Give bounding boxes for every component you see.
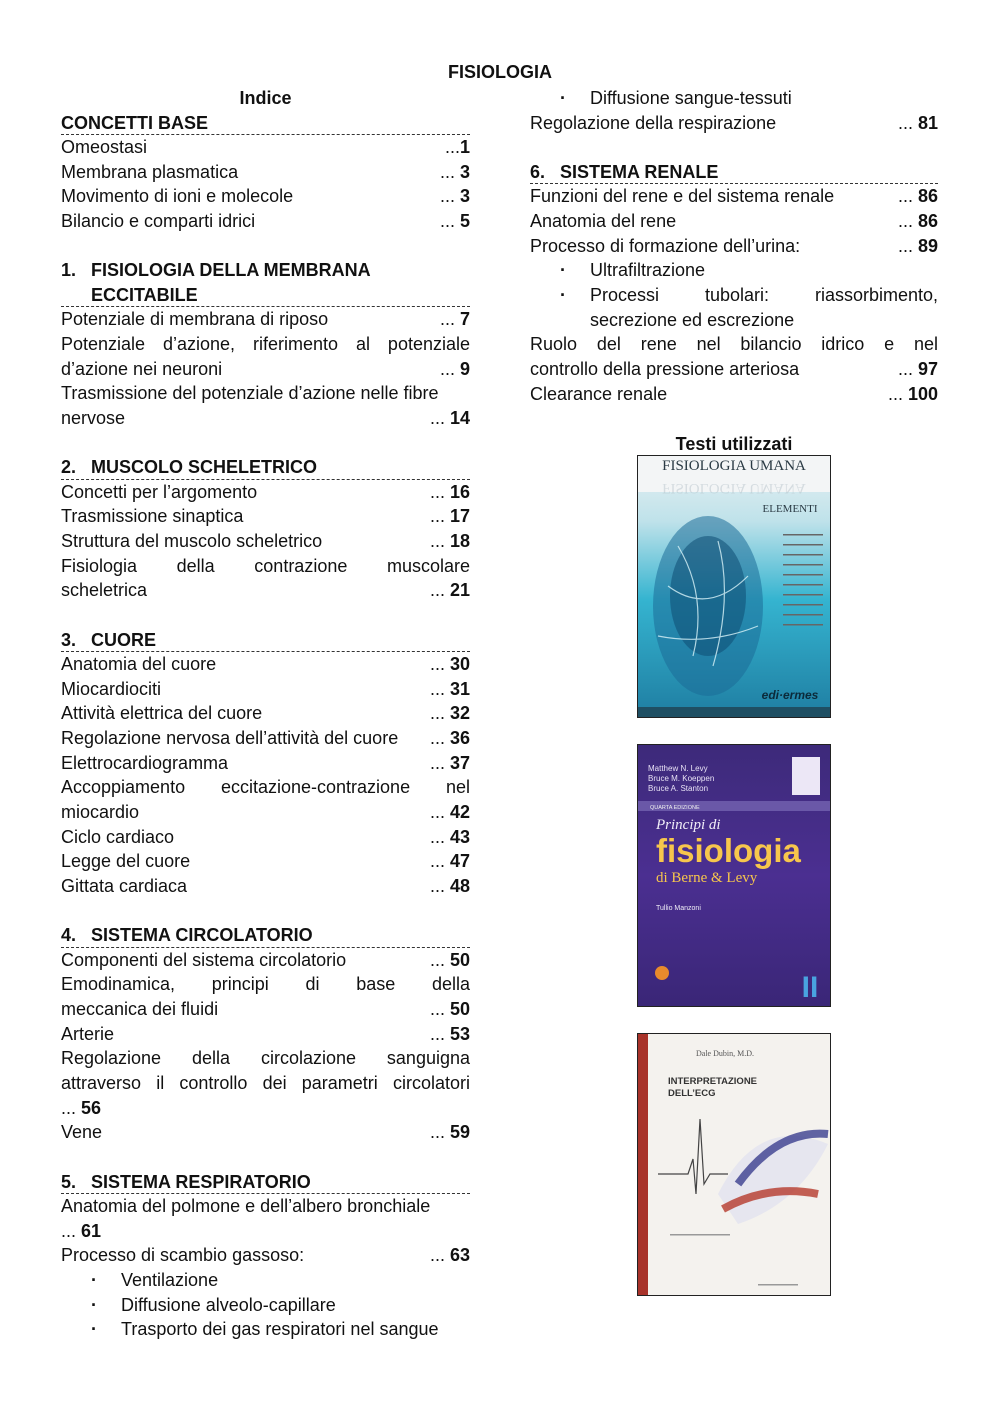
toc-entry: Processo di scambio gassoso: ... 63	[61, 1245, 470, 1266]
bullet-item: · Processi tubolari: riassorbimento,	[530, 283, 938, 308]
toc-entry: d’azione nei neuroni ... 9	[61, 358, 470, 379]
book-cover-principi-di-fisiologia	[637, 744, 831, 1007]
toc-entry: Membrana plasmatica ... 3	[61, 161, 470, 182]
toc-entry: Bilancio e comparti idrici ... 5	[61, 210, 470, 231]
toc-entry-wrap: Anatomia del polmone e dell’albero bronchiale	[61, 1195, 431, 1216]
book2-badge	[655, 966, 669, 980]
toc-entry-wrap: Potenziale d’azione, riferimento al potenziale	[61, 333, 470, 354]
toc-entry: Gittata cardiaca ... 48	[61, 876, 470, 896]
book2-line1: Principi di	[656, 817, 721, 833]
section-header-concetti: CONCETTI BASE	[61, 111, 470, 135]
toc-entry: Vene ... 59	[61, 1122, 470, 1143]
books-title: Testi utilizzati	[675, 434, 793, 454]
toc-entry: Arterie ... 53	[61, 1023, 470, 1044]
bullet-item: · Diffusione sangue-tessuti	[530, 86, 938, 111]
toc-entry: controllo della pressione arteriosa ... 97	[530, 359, 938, 380]
ecg-trace	[658, 1119, 728, 1194]
bullet-item: · Ultrafiltrazione	[530, 258, 938, 283]
toc-entry: Clearance renale ... 100	[530, 383, 938, 404]
toc-entry: Regolazione della respirazione ... 81	[530, 112, 938, 133]
toc-entry-wrap: Fisiologia della contrazione muscolare	[61, 555, 470, 576]
book1-title: FISIOLOGIA UMANA	[662, 458, 806, 474]
toc-entry-wrap: Regolazione della circolazione sanguigna	[61, 1048, 470, 1069]
bullet-item: · Ventilazione	[61, 1268, 470, 1293]
toc-entry: Trasmissione sinaptica ... 17	[61, 506, 470, 527]
section-header-4: 4. SISTEMA CIRCOLATORIO	[61, 923, 470, 947]
book2-line3: di Berne & Levy	[656, 870, 758, 886]
toc-entry: Anatomia del rene ... 86	[530, 210, 938, 231]
toc-entry: Ciclo cardiaco ... 43	[61, 826, 470, 847]
toc-entry: Processo di formazione dell’urina: ... 89	[530, 235, 938, 256]
toc-entry: meccanica dei fluidi ... 50	[61, 998, 470, 1019]
toc-entry-wrap: attraverso il controllo dei parametri circolatori	[61, 1073, 470, 1093]
book-cover-art	[638, 1034, 830, 1295]
toc-entry-wrap: Trasmissione del potenziale d’azione nelle fibre	[61, 383, 439, 404]
toc-entry: Omeostasi ...1	[61, 136, 470, 157]
book-cover-art	[638, 745, 830, 1006]
toc-entry: nervose ... 14	[61, 407, 470, 428]
book3-author: Dale Dubin, M.D.	[696, 1049, 754, 1058]
book2-line2: fisiologia	[656, 832, 801, 869]
section-header-1: 1. FISIOLOGIA DELLA MEMBRANA	[61, 260, 371, 281]
toc-entry: Attività elettrica del cuore ... 32	[61, 703, 470, 724]
toc-entry: miocardio ... 42	[61, 801, 470, 822]
toc-entry: Movimento di ioni e molecole ... 3	[61, 186, 470, 207]
elsevier-logo	[792, 757, 820, 795]
toc-entry: Componenti del sistema circolatorio ... 50	[61, 949, 470, 970]
toc-entry: scheletrica ... 21	[61, 580, 470, 601]
book3-title-2: DELL’ECG	[668, 1088, 716, 1099]
bullet-item: · Diffusione alveolo-capillare	[61, 1293, 470, 1318]
section-header-6: 6. SISTEMA RENALE	[530, 160, 938, 184]
toc-entry: Anatomia del cuore ... 30	[61, 653, 470, 674]
toc-entry: Elettrocardiogramma ... 37	[61, 752, 470, 773]
toc-left-column	[61, 86, 470, 1342]
section-header-2: 2. MUSCOLO SCHELETRICO	[61, 455, 470, 479]
toc-entry-page: ... 56	[61, 1097, 102, 1118]
toc-entry: Regolazione nervosa dell’attività del cuore ... 36	[61, 727, 470, 748]
toc-entry: Legge del cuore ... 47	[61, 851, 470, 872]
book3-title-1: INTERPRETAZIONE	[668, 1076, 758, 1087]
svg-text:FISIOLOGIA UMANA: FISIOLOGIA UMANA	[662, 480, 806, 496]
book1-publisher: edi·ermes	[761, 688, 819, 702]
bullet-item-cont: secrezione ed escrezione	[590, 309, 795, 330]
section-header-1-cont: ECCITABILE	[61, 283, 470, 307]
toc-entry: Potenziale di membrana di riposo ... 7	[61, 309, 470, 330]
book2-volume: II	[801, 971, 819, 1004]
document-title: FISIOLOGIA	[447, 62, 552, 82]
book1-subtitle: ELEMENTI	[762, 503, 818, 515]
toc-entry: Struttura del muscolo scheletrico ... 18	[61, 530, 470, 551]
book2-edition: QUARTA EDIZIONE	[650, 805, 700, 811]
index-title: Indice	[239, 88, 292, 108]
book-cover-art	[638, 456, 830, 717]
toc-entry: Miocardiociti ... 31	[61, 678, 470, 699]
toc-right-column	[530, 86, 938, 406]
book2-author: Matthew N. Levy	[648, 764, 708, 773]
book-cover-interpretazione-ecg	[637, 1033, 831, 1296]
toc-entry-wrap: Ruolo del rene nel bilancio idrico e nel	[530, 334, 938, 355]
toc-entry: Concetti per l’argomento ... 16	[61, 481, 470, 502]
section-header-3: 3. CUORE	[61, 628, 470, 652]
bullet-item: · Trasporto dei gas respiratori nel sangue	[61, 1317, 470, 1342]
book2-author: Bruce A. Stanton	[648, 784, 709, 793]
toc-entry-wrap: Emodinamica, principi di base della	[61, 974, 470, 995]
toc-entry: Funzioni del rene e del sistema renale ... 86	[530, 186, 938, 207]
section-header-5: 5. SISTEMA RESPIRATORIO	[61, 1170, 470, 1194]
book-cover-fisiologia-umana	[637, 455, 831, 718]
toc-entry-page: ... 61	[61, 1220, 102, 1241]
book2-editor: Tullio Manzoni	[656, 905, 701, 912]
book2-author: Bruce M. Koeppen	[648, 774, 715, 783]
toc-entry-wrap: Accoppiamento eccitazione-contrazione nel	[61, 777, 470, 798]
